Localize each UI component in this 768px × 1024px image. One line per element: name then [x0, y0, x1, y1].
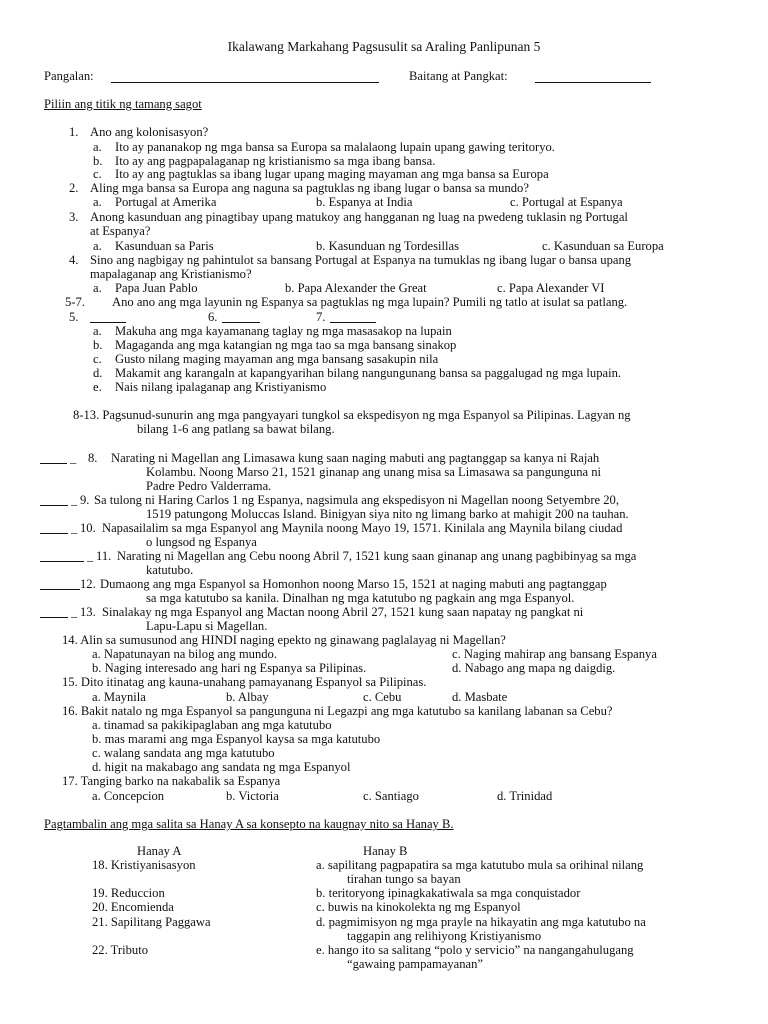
- q2-choice-a[interactable]: Portugal at Amerika: [115, 195, 217, 209]
- match-item-a: 18. Kristiyanisasyon: [92, 858, 196, 872]
- q16-choice-c[interactable]: c. walang sandata ang mga katutubo: [92, 746, 275, 760]
- q12-text: Dumaong ang mga Espanyol sa Homonhon noong Marso 15, 1521 at naging mabuti ang pagtanggap: [100, 577, 607, 591]
- q12-number: 12.: [80, 577, 96, 591]
- q16-choice-d[interactable]: d. higit na makabago ang sandata ng mga Espanyol: [92, 760, 351, 774]
- q813-instruction: 8-13. Pagsunud-sunurin ang mga pangyayari tungkol sa ekspedisyon ng mga Espanyol sa Pilipinas. Lagyan ng: [73, 408, 631, 422]
- match-item-a: 19. Reduccion: [92, 886, 165, 900]
- q17-choice-b[interactable]: b. Victoria: [226, 789, 279, 803]
- q15-choice-a[interactable]: a. Maynila: [92, 690, 146, 704]
- q2-choice-letter: a.: [93, 195, 102, 209]
- q9-number: 9.: [80, 493, 90, 507]
- q57-choice-letter: e.: [93, 380, 102, 394]
- column-b-heading: Hanay B: [363, 844, 408, 858]
- q11-order-blank[interactable]: [40, 550, 84, 562]
- q16-choice-b[interactable]: b. mas marami ang mga Espanyol kaysa sa mga katutubo: [92, 732, 381, 746]
- q13-order-blank[interactable]: [40, 606, 68, 618]
- q4-number: 4.: [69, 253, 79, 267]
- q1-choice-a[interactable]: Ito ay pananakop ng mga bansa sa Europa sa malalaong lupain upang gawing teritoryo.: [115, 140, 555, 154]
- q57-range: 5-7.: [65, 295, 85, 309]
- q57-text: Ano ano ang mga layunin ng Espanya sa pagtuklas ng mga lupain? Pumili ng tatlo at isulat sa patlang.: [112, 295, 628, 309]
- q57-choice-d[interactable]: Makamit ang karangaln at kapangyarihan bilang nangungunang bansa sa paggalugad ng mga lupain.: [115, 366, 622, 380]
- q10-text: Napasailalim sa mga Espanyol ang Maynila noong Mayo 19, 1571. Kinilala ang Maynila bilang ciudad: [102, 521, 623, 535]
- section1-heading: Piliin ang titik ng tamang sagot: [44, 97, 202, 111]
- q13-number: 13.: [80, 605, 96, 619]
- match-item-b: c. buwis na kinokolekta ng mg Espanyol: [316, 900, 521, 914]
- q17-choice-a[interactable]: a. Concepcion: [92, 789, 165, 803]
- q5-number: 5.: [69, 310, 79, 324]
- q3-text-cont: at Espanya?: [90, 224, 151, 238]
- q57-choice-letter: a.: [93, 324, 102, 338]
- q15-text: 15. Dito itinatag ang kauna-unahang pamayanang Espanyol sa Pilipinas.: [62, 675, 427, 689]
- q15-choice-c[interactable]: c. Cebu: [363, 690, 402, 704]
- q1-choice-letter: b.: [93, 154, 103, 168]
- q15-choice-d[interactable]: d. Masbate: [452, 690, 508, 704]
- match-item-b-cont: tirahan tungo sa bayan: [347, 872, 461, 886]
- q11-number: 11.: [96, 549, 112, 563]
- q1-choice-letter: a.: [93, 140, 102, 154]
- name-label: Pangalan:: [44, 69, 94, 83]
- q57-choice-a[interactable]: Makuha ang mga kayamanang taglay ng mga masasakop na lupain: [115, 324, 452, 338]
- q11-text-cont: katutubo.: [146, 563, 194, 577]
- q4-choice-c[interactable]: c. Papa Alexander VI: [497, 281, 605, 295]
- match-item-a: 20. Encomienda: [92, 900, 174, 914]
- column-a-heading: Hanay A: [137, 844, 182, 858]
- match-item-a: 21. Sapilitang Paggawa: [92, 915, 211, 929]
- q2-choice-c[interactable]: c. Portugal at Espanya: [510, 195, 623, 209]
- q13-text: Sinalakay ng mga Espanyol ang Mactan noong Abril 27, 1521 kung saan napatay ng pangkat ni: [102, 605, 584, 619]
- q12-order-blank[interactable]: [40, 578, 80, 590]
- q14-choice-b[interactable]: b. Naging interesado ang hari ng Espanya sa Pilipinas.: [92, 661, 367, 675]
- q1-text: Ano ang kolonisasyon?: [90, 125, 209, 139]
- q57-choice-e[interactable]: Nais nilang ipalaganap ang Kristiyanismo: [115, 380, 327, 394]
- q3-choice-a[interactable]: Kasunduan sa Paris: [115, 239, 214, 253]
- q57-choice-c[interactable]: Gusto nilang maging mayaman ang mga bansang sasakupin nila: [115, 352, 439, 366]
- q6-answer-blank[interactable]: [222, 311, 260, 323]
- match-item-b: a. sapilitang pagpapatira sa mga katutubo mula sa orihinal nilang: [316, 858, 644, 872]
- q16-text: 16. Bakit natalo ng mga Espanyol sa pangunguna ni Legazpi ang mga katutubo sa kanilang labanan sa Cebu?: [62, 704, 613, 718]
- q2-choice-b[interactable]: b. Espanya at India: [316, 195, 413, 209]
- q7-answer-blank[interactable]: [330, 311, 376, 323]
- q57-choice-letter: d.: [93, 366, 103, 380]
- q4-choice-b[interactable]: b. Papa Alexander the Great: [285, 281, 427, 295]
- q1-choice-c[interactable]: Ito ay ang pagtuklas sa ibang lugar upang maging mayaman ang mga bansa sa Europa: [115, 167, 549, 181]
- q14-choice-c[interactable]: c. Naging mahirap ang bansang Espanya: [452, 647, 657, 661]
- q6-number: 6.: [208, 310, 218, 324]
- q57-choice-b[interactable]: Magaganda ang mga katangian ng mga tao sa mga bansang sinakop: [115, 338, 457, 352]
- q57-choice-letter: c.: [93, 352, 102, 366]
- match-item-b-cont: taggapin ang relihiyong Kristiyanismo: [347, 929, 542, 943]
- exam-title: Ikalawang Markahang Pagsusulit sa Araling Panlipunan 5: [227, 39, 541, 54]
- q17-choice-d[interactable]: d. Trinidad: [497, 789, 553, 803]
- q4-text: Sino ang nagbigay ng pahintulot sa bansang Portugal at Espanya na tumuklas ng ibang lugar o bansa upang: [90, 253, 632, 267]
- q8-text-cont: Padre Pedro Valderrama.: [146, 479, 272, 493]
- q813-instruction-cont: bilang 1-6 ang patlang sa bawat bilang.: [137, 422, 335, 436]
- q3-choice-c[interactable]: c. Kasunduan sa Europa: [542, 239, 664, 253]
- name-field[interactable]: [111, 71, 379, 83]
- q4-choice-letter: a.: [93, 281, 102, 295]
- q2-number: 2.: [69, 181, 79, 195]
- q9-text-cont: 1519 patungong Moluccas Island. Binigyan siya nito ng limang barko at mahigit 200 na tauhan.: [146, 507, 629, 521]
- q13-text-cont: Lapu-Lapu si Magellan.: [146, 619, 268, 633]
- q1-choice-b[interactable]: Ito ay ang pagpapalaganap ng kristianismo sa mga ibang bansa.: [115, 154, 436, 168]
- q3-text: Anong kasunduan ang pinagtibay upang matukoy ang hangganan ng luag na pwedeng tuklasin ng Portugal: [90, 210, 628, 224]
- q8-order-blank[interactable]: [40, 452, 67, 464]
- grade-label: Baitang at Pangkat:: [409, 69, 508, 83]
- q2-text: Aling mga bansa sa Europa ang naguna sa pagtuklas ng ibang lugar o bansa sa mundo?: [90, 181, 529, 195]
- q17-choice-c[interactable]: c. Santiago: [363, 789, 419, 803]
- q16-choice-a[interactable]: a. tinamad sa pakikipaglaban ang mga katutubo: [92, 718, 332, 732]
- q5-answer-blank[interactable]: [90, 311, 126, 323]
- q8-number: 8.: [88, 451, 98, 465]
- exam-page: Ikalawang Markahang Pagsusulit sa Araling Panlipunan 5 Pangalan: Baitang at Pangkat: Piliin ang titik ng tamang sagot 1. Ano ang kolonisasyon? a. Ito ay pananakop ng mga bansa sa Europa sa malalaong lupain upang gawing teritoryo. b. Ito ay ang pagpapalaganap ng kristianismo sa mga ibang bansa. c. Ito ay ang pagtuklas sa ibang lugar upang maging mayaman ang mga bansa sa Europa 2. Aling mga bansa sa Europa ang naguna sa pagtuklas ng ibang lugar o bansa sa mundo? a. Portugal at Amerika b. Espanya at India c. Portugal at Espanya 3. Anong kasunduan ang pinagtibay upang matukoy ang hangganan ng luag na pwedeng tuklasin ng Portugal at Espanya? a. Kasunduan sa Paris b. Kasunduan ng Tordesillas c. Kasunduan sa Europa 4. Sino ang nagbigay ng pahintulot sa bansang Portugal at Espanya na tumuklas ng ibang lugar o bansa upang mapalaganap ang Kristianismo? a. Papa Juan Pablo b. Papa Alexander the Great c. Papa Alexander VI 5-7. Ano ano ang mga layunin ng Espanya sa pagtuklas ng mga lupain? Pumili ng tatlo at isulat sa patlang. 5. 6. 7. a. Makuha ang mga kayamanang taglay ng mga masasakop na lupain b. Magaganda ang mga katangian ng mga tao sa mga bansang sinakop c. Gusto nilang maging mayaman ang mga bansang sasakupin nila d. Makamit ang karangaln at kapangyarihan bilang nangungunang bansa sa paggalugad ng mga lupain. e. Nais nilang ipalaganap ang Kristiyanismo 8-13. Pagsunud-sunurin ang mga pangyayari tungkol sa ekspedisyon ng mga Espanyol sa Pilipinas. Lagyan ng bilang 1-6 ang patlang sa bawat bilang. _ 8. Narating ni Magellan ang Limasawa kung saan naging mabuti ang pagtanggap sa kanya ni Rajah Kolambu. Noong Marso 21, 1521 ginanap ang unang misa sa Limasawa sa pangunguna ni Padre Pedro Valderrama. _ 9. Sa tulong ni Haring Carlos 1 ng Espanya, nagsimula ang ekspedisyon ni Magellan noong Setyembre 20, 1519 patungong Moluccas Island. Binigyan siya nito ng limang barko at mahigit 200 na tauhan. _ 10. Napasailalim sa mga Espanyol ang Maynila noong Mayo 19, 1571. Kinilala ang Maynila bilang ciudad o lungsod ng Espanya _ 11. Narating ni Magellan ang Cebu noong Abril 7, 1521 kung saan ginanap ang unang pagbibinyag sa mga katutubo. 12. Dumaong ang mga Espanyol sa Homonhon noong Marso 15, 1521 at naging mabuti ang pagtanggap sa mga katutubo sa kanila. Dinalhan ng mga katutubo ng pagkain ang mga Espanyol. _ 13. Sinalakay ng mga Espanyol ang Mactan noong Abril 27, 1521 kung saan napatay ng pangkat ni Lapu-Lapu si Magellan. 14. Alin sa sumusunod ang HINDI naging epekto ng ginawang paglalayag ni Magellan? a. Napatunayan na bilog ang mundo. c. Naging mahirap ang bansang Espanya b. Naging interesado ang hari ng Espanya sa Pilipinas. d. Nabago ang mapa ng daigdig. 15. Dito itinatag ang kauna-unahang pamayanang Espanyol sa Pilipinas. a. Maynila b. Albay c. Cebu d. Masbate 16. Bakit natalo ng mga Espanyol sa pangunguna ni Legazpi ang mga katutubo sa kanilang labanan sa Cebu? a. tinamad sa pakikipaglaban ang mga katutubo b. mas marami ang mga Espanyol kaysa sa mga katutubo c. walang sandata ang mga katutubo d. higit na makabago ang sandata ng mga Espanyol 17. Tanging barko na nakabalik sa Espanya a. Concepcion b. Victoria c. Santiago d. Trinidad Pagtambalin ang mga salita sa Hanay A sa konsepto na kaugnay nito sa Hanay B. Hanay A Hanay B 18. Kristiyanisasyon a. sapilitang pagpapatira sa mga katutubo mula sa orihinal nilang tirahan tungo sa bayan 19. Reduccion b. teritoryong ipinagkakatiwala sa mga conquistador 20. Encomienda c. buwis na kinokolekta ng mg Espanyol 21. Sapilitang Paggawa d. pagmimisyon ng mga prayle na hikayatin ang mga katutubo na taggapin ang relihiyong Kristiyanismo 22. Tributo e. hango ito sa salitang “polo y servicio” na nangangahulugang “gawaing pampamayanan”: [0, 0, 768, 1024]
- q10-number: 10.: [80, 521, 96, 535]
- q12-text-cont: sa mga katutubo sa kanila. Dinalhan ng mga katutubo ng pagkain ang mga Espanyol.: [146, 591, 575, 605]
- section2-heading: Pagtambalin ang mga salita sa Hanay A sa konsepto na kaugnay nito sa Hanay B.: [44, 817, 454, 831]
- match-item-b-cont: “gawaing pampamayanan”: [347, 957, 484, 971]
- q11-text: Narating ni Magellan ang Cebu noong Abril 7, 1521 kung saan ginanap ang unang pagbibinyag sa mga: [117, 549, 637, 563]
- match-item-b: b. teritoryong ipinagkakatiwala sa mga conquistador: [316, 886, 581, 900]
- q3-choice-b[interactable]: b. Kasunduan ng Tordesillas: [316, 239, 459, 253]
- q9-text: Sa tulong ni Haring Carlos 1 ng Espanya, nagsimula ang ekspedisyon ni Magellan noong Setyembre 20,: [94, 493, 620, 507]
- q15-choice-b[interactable]: b. Albay: [226, 690, 269, 704]
- match-item-b: d. pagmimisyon ng mga prayle na hikayatin ang mga katutubo na: [316, 915, 646, 929]
- q8-text: Narating ni Magellan ang Limasawa kung saan naging mabuti ang pagtanggap sa kanya ni Rajah: [111, 451, 600, 465]
- q10-text-cont: o lungsod ng Espanya: [146, 535, 257, 549]
- q14-choice-d[interactable]: d. Nabago ang mapa ng daigdig.: [452, 661, 616, 675]
- match-item-b: e. hango ito sa salitang “polo y servicio” na nangangahulugang: [316, 943, 634, 957]
- q8-text-cont: Kolambu. Noong Marso 21, 1521 ginanap ang unang misa sa Limasawa sa pangunguna ni: [146, 465, 602, 479]
- q17-text: 17. Tanging barko na nakabalik sa Espanya: [62, 774, 281, 788]
- q9-order-blank[interactable]: [40, 494, 68, 506]
- q4-choice-a[interactable]: Papa Juan Pablo: [115, 281, 198, 295]
- q57-choice-letter: b.: [93, 338, 103, 352]
- q1-number: 1.: [69, 125, 79, 139]
- q7-number: 7.: [316, 310, 326, 324]
- q4-text-cont: mapalaganap ang Kristianismo?: [90, 267, 252, 281]
- q14-text: 14. Alin sa sumusunod ang HINDI naging epekto ng ginawang paglalayag ni Magellan?: [62, 633, 506, 647]
- match-item-a: 22. Tributo: [92, 943, 148, 957]
- grade-field[interactable]: [535, 71, 651, 83]
- q1-choice-letter: c.: [93, 167, 102, 181]
- q3-choice-letter: a.: [93, 239, 102, 253]
- q10-order-blank[interactable]: [40, 522, 68, 534]
- q14-choice-a[interactable]: a. Napatunayan na bilog ang mundo.: [92, 647, 278, 661]
- q3-number: 3.: [69, 210, 79, 224]
